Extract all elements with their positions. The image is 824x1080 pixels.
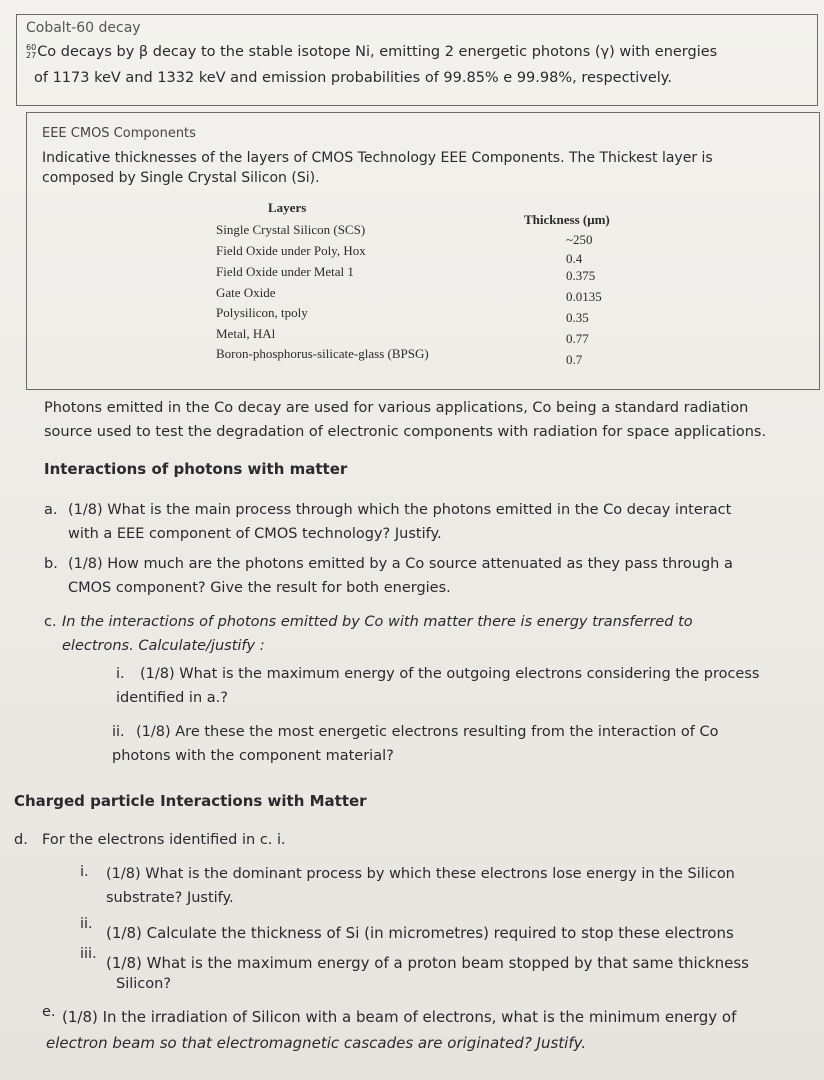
question-dii-label: ii. bbox=[80, 916, 93, 932]
table-row-thickness: 0.35 bbox=[566, 310, 589, 325]
table-header-layers: Layers bbox=[268, 200, 307, 215]
intro-line2: source used to test the degradation of electronic components with radiation for space applications. bbox=[44, 424, 767, 440]
cmos-components-line2: composed by Single Crystal Silicon (Si). bbox=[42, 170, 320, 186]
question-d-line: For the electrons identified in c. i. bbox=[42, 832, 286, 848]
question-a-line2: with a EEE component of CMOS technology? Justify. bbox=[68, 526, 442, 542]
table-row-thickness: 0.375 bbox=[566, 268, 596, 283]
question-diii-line1: (1/8) What is the maximum energy of a proton beam stopped by that same thickness bbox=[106, 954, 749, 972]
question-di-line2: substrate? Justify. bbox=[106, 890, 234, 906]
question-c-label: c. bbox=[44, 614, 57, 630]
question-di-line1: (1/8) What is the dominant process by which these electrons lose energy in the Silicon bbox=[106, 866, 735, 882]
intro-line1: Photons emitted in the Co decay are used for various applications, Co being a standard radiation bbox=[44, 400, 749, 416]
question-cii-label: ii. bbox=[112, 724, 125, 740]
question-ci-label: i. bbox=[116, 666, 125, 682]
question-cii-line1: (1/8) Are these the most energetic electrons resulting from the interaction of Co bbox=[136, 724, 719, 740]
question-b-line2: CMOS component? Give the result for both energies. bbox=[68, 580, 451, 596]
question-diii-label: iii. bbox=[80, 946, 97, 962]
question-dii-line: (1/8) Calculate the thickness of Si (in micrometres) required to stop these electrons bbox=[106, 924, 734, 942]
cobalt-decay-line2: of 1173 keV and 1332 keV and emission probabilities of 99.85% e 99.98%, respectively. bbox=[34, 70, 672, 86]
section-heading-charged: Charged particle Interactions with Matter bbox=[14, 792, 367, 810]
table-row-layer: Single Crystal Silicon (SCS) bbox=[216, 222, 366, 237]
table-row-thickness: 0.0135 bbox=[566, 289, 602, 304]
cmos-components-title: EEE CMOS Components bbox=[42, 126, 196, 141]
question-diii-line2: Silicon? bbox=[116, 976, 172, 992]
question-c-line2: electrons. Calculate/justify : bbox=[62, 638, 265, 654]
question-b-label: b. bbox=[44, 556, 58, 572]
cobalt-decay-line1: 60 27 Co decays by β decay to the stable isotope Ni, emitting 2 energetic photons (γ) with energies bbox=[26, 43, 718, 60]
question-a-label: a. bbox=[44, 502, 58, 518]
question-cii-line2: photons with the component material? bbox=[112, 748, 394, 764]
section-heading-photons: Interactions of photons with matter bbox=[44, 460, 348, 478]
table-row-layer: Field Oxide under Poly, Hox bbox=[216, 243, 366, 258]
table-row-layer: Field Oxide under Metal 1 bbox=[216, 264, 354, 279]
table-header-thickness: Thickness (μm) bbox=[524, 212, 610, 227]
question-c-line1: In the interactions of photons emitted by Co with matter there is energy transferred to bbox=[62, 614, 693, 630]
question-ci-line1: (1/8) What is the maximum energy of the outgoing electrons considering the process bbox=[140, 666, 760, 682]
co-isotope-label: 60 27 bbox=[26, 43, 37, 60]
question-ci-line2: identified in a.? bbox=[116, 690, 228, 706]
question-a-line1: (1/8) What is the main process through which the photons emitted in the Co decay interact bbox=[68, 502, 732, 518]
table-row-layer: Metal, HAl bbox=[216, 326, 276, 341]
table-row-layer: Polysilicon, tpoly bbox=[216, 305, 308, 320]
question-b-line1: (1/8) How much are the photons emitted by a Co source attenuated as they pass through a bbox=[68, 556, 733, 572]
table-row-thickness: 0.4 bbox=[566, 251, 583, 266]
table-row-layer: Boron-phosphorus-silicate-glass (BPSG) bbox=[216, 346, 429, 361]
cobalt-decay-title: Cobalt-60 decay bbox=[26, 20, 141, 36]
table-row-thickness: ~250 bbox=[566, 232, 593, 247]
question-di-label: i. bbox=[80, 864, 89, 880]
question-e-label: e. bbox=[42, 1004, 56, 1020]
table-row-layer: Gate Oxide bbox=[216, 285, 276, 300]
question-e-line1: (1/8) In the irradiation of Silicon with a beam of electrons, what is the minimum energy of bbox=[62, 1008, 737, 1026]
question-e-line2: electron beam so that electromagnetic cascades are originated? Justify. bbox=[46, 1034, 587, 1052]
cmos-components-line1: Indicative thicknesses of the layers of CMOS Technology EEE Components. The Thickest layer is bbox=[42, 150, 713, 166]
question-d-label: d. bbox=[14, 832, 28, 848]
table-row-thickness: 0.7 bbox=[566, 352, 583, 367]
table-row-thickness: 0.77 bbox=[566, 331, 589, 346]
